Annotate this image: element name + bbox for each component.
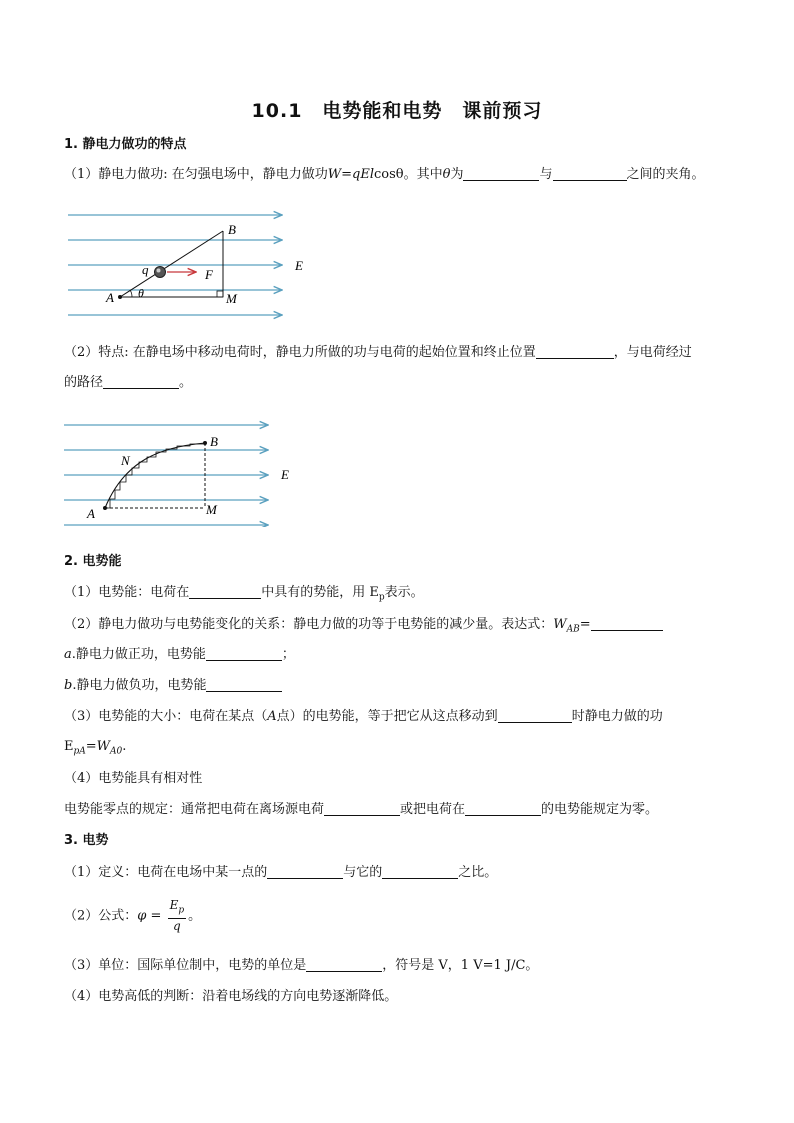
label-M: M — [226, 291, 237, 306]
label-F: F — [205, 267, 213, 282]
text: 与它的 — [343, 865, 383, 880]
theta-symbol: θ — [442, 167, 451, 182]
s2-line-1 — [64, 584, 424, 607]
s3-line-4: （4）电势高低的判断：沿着电场线的方向电势逐渐降低。 — [64, 989, 398, 1004]
text: 电势能零点的规定：通常把电荷在离场源电荷 — [64, 802, 325, 817]
section-heading-1: 1. 静电力做功的特点 — [64, 137, 187, 152]
text: 为 — [450, 167, 464, 182]
text: （2）公式： — [64, 908, 138, 924]
s3-line-1 — [64, 864, 497, 882]
label-q: q — [142, 262, 149, 277]
s2-line-8 — [64, 801, 658, 819]
blank-field[interactable] — [463, 166, 539, 181]
text: 中具有的势能，用 E — [261, 585, 379, 600]
label-B: B — [210, 434, 218, 449]
blank-field[interactable] — [553, 166, 627, 181]
item-letter: b — [64, 678, 73, 693]
charge-q — [155, 267, 166, 278]
figure-work-in-uniform-field — [60, 205, 320, 325]
s3-line-3 — [64, 957, 538, 975]
blank-field[interactable] — [498, 708, 572, 723]
path-AB — [120, 231, 223, 297]
right-angle-mark — [217, 291, 223, 297]
text: E — [169, 898, 179, 912]
formula-text: =W — [85, 739, 111, 754]
text: 时静电力做的功 — [571, 709, 663, 724]
text: ，符号是 V，1 V=1 J/C。 — [382, 958, 539, 973]
text: 或把电荷在 — [400, 802, 466, 817]
text: ，与电荷经过 — [613, 345, 692, 360]
label-N: N — [121, 453, 130, 468]
text: .静电力做负功，电势能 — [72, 678, 207, 693]
text: 之比。 — [458, 865, 498, 880]
subscript: A0 — [110, 746, 123, 757]
text: （2）静电力做功与电势能变化的关系：静电力做的功等于电势能的减少量。表达式： — [64, 617, 554, 632]
section-heading-3: 3. 电势 — [64, 833, 109, 848]
label-E: E — [295, 258, 303, 273]
text: （3）电势能的大小：电荷在某点（ — [64, 709, 268, 724]
page-title: 10.1 电势能和电势 课前预习 — [251, 100, 543, 122]
s2-line-5 — [64, 708, 663, 726]
text: 的电势能规定为零。 — [541, 802, 659, 817]
subscript: p — [378, 592, 385, 603]
text: 。 — [179, 375, 193, 390]
label-M: M — [206, 502, 217, 517]
blank-field[interactable] — [536, 344, 614, 359]
text: 点）的电势能，等于把它从这点移动到 — [276, 709, 498, 724]
symbol-A: A — [267, 709, 277, 724]
text: = — [579, 617, 591, 632]
label-E: E — [281, 467, 289, 482]
s2-line-6 — [64, 738, 126, 761]
s2-line-4 — [64, 677, 282, 695]
blank-field[interactable] — [382, 864, 458, 879]
phi-symbol: φ — [137, 908, 147, 924]
blank-field[interactable] — [206, 677, 282, 692]
label-B: B — [228, 222, 236, 237]
text: （1）静电力做功: 在匀强电场中，静电力做功 — [64, 167, 328, 182]
s1-para-1 — [64, 166, 705, 184]
numerator — [168, 898, 187, 919]
section-heading-2: 2. 电势能 — [64, 554, 122, 569]
subscript: pA — [73, 746, 86, 757]
point-B — [203, 441, 207, 445]
blank-field[interactable] — [306, 957, 382, 972]
text: （2）特点: 在静电场中移动电荷时，静电力所做的功与电荷的起始位置和终止位置 — [64, 345, 536, 360]
text: .静电力做正功，电势能 — [71, 647, 206, 662]
point-A — [118, 295, 122, 299]
label-A: A — [106, 290, 114, 305]
s1-para-2 — [64, 344, 692, 362]
blank-field[interactable] — [267, 864, 343, 879]
point-A — [103, 506, 107, 510]
blank-field[interactable] — [324, 801, 400, 816]
text: cosθ。其中 — [374, 167, 443, 182]
charge-highlight — [157, 269, 161, 273]
text: （1）定义：电荷在电场中某一点的 — [64, 865, 268, 880]
s1-para-2-cont — [64, 374, 192, 392]
blank-field[interactable] — [189, 584, 261, 599]
subscript: p — [178, 905, 185, 916]
blank-field[interactable] — [465, 801, 541, 816]
blank-field[interactable] — [206, 646, 282, 661]
s3-line-2 — [64, 898, 201, 934]
blank-field[interactable] — [103, 374, 179, 389]
text: 的路径 — [64, 375, 104, 390]
text: 与 — [539, 167, 553, 182]
text: （3）单位：国际单位制中，电势的单位是 — [64, 958, 307, 973]
text: = — [146, 908, 166, 924]
text: （1）电势能：电荷在 — [64, 585, 190, 600]
formula-text: W=qEl — [327, 167, 375, 182]
subscript: AB — [566, 624, 580, 635]
blank-field[interactable] — [591, 616, 663, 631]
label-A: A — [87, 506, 95, 521]
text: 之间的夹角。 — [626, 167, 705, 182]
text: . — [122, 739, 127, 754]
fraction — [168, 898, 187, 934]
symbol-W: W — [553, 617, 567, 632]
s2-line-7: （4）电势能具有相对性 — [64, 771, 203, 786]
label-theta: θ — [138, 286, 144, 300]
figure-curved-path — [60, 415, 300, 527]
text: ； — [281, 647, 295, 662]
staircase-path — [105, 444, 205, 508]
angle-arc — [130, 290, 132, 297]
text: 。 — [188, 908, 202, 924]
text: E — [64, 739, 74, 754]
text: 表示。 — [384, 585, 424, 600]
s2-line-2 — [64, 616, 663, 639]
s2-line-3 — [64, 646, 295, 664]
item-letter: a — [64, 647, 72, 662]
denominator: q — [172, 919, 181, 934]
